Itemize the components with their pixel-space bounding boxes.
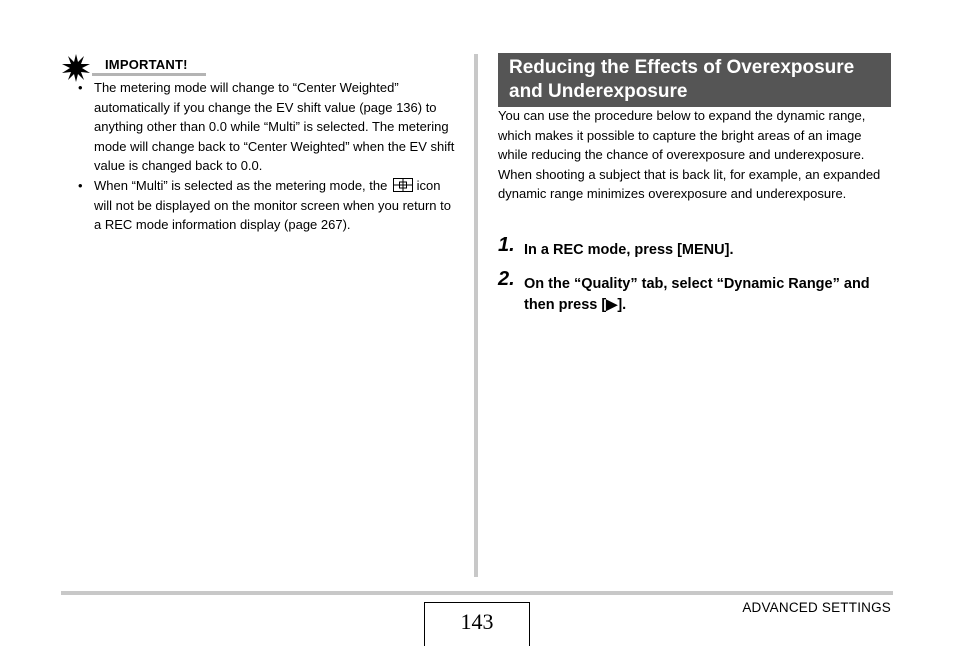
- bullet-text-before: When “Multi” is selected as the metering mode, the: [94, 177, 391, 193]
- bullet-text-after: icon will not be displayed on the monitor screen when you return to a REC mode information display (page 267).: [94, 177, 451, 233]
- step-number: 2.: [498, 268, 515, 290]
- step-number: 1.: [498, 234, 515, 256]
- multi-metering-icon: [393, 178, 413, 192]
- bullet-item: [78, 78, 458, 176]
- important-underline: [92, 73, 206, 76]
- section-title: Reducing the Effects of Overexposure and Underexposure: [498, 53, 891, 107]
- step-text: In a REC mode, press [MENU].: [524, 242, 734, 258]
- column-divider: [474, 54, 478, 577]
- page-number: 143: [424, 602, 530, 646]
- important-bullet-list: [78, 78, 458, 235]
- footer-rule: [61, 591, 893, 595]
- important-label: IMPORTANT!: [105, 57, 188, 72]
- step-text: On the “Quality” tab, select “Dynamic Range” and then press [▶].: [524, 276, 870, 313]
- section-intro: You can use the procedure below to expand the dynamic range, which makes it possible to capture the bright areas of an image while reducing the chance of overexposure and underexposure. When shooting a subject that is back lit, for example, an expanded dynamic range minimizes overexposure and underexposure.: [498, 108, 881, 202]
- bullet-text: The metering mode will change to “Center Weighted” automatically if you change the EV shift value (page 136) to anything other than 0.0 while “Multi” is selected. The metering mode will change back to “Center Weighted” when the EV shift value is changed back to 0.0.: [94, 80, 455, 174]
- bullet-item: [78, 176, 458, 235]
- important-header: [62, 54, 212, 80]
- footer-section-label: ADVANCED SETTINGS: [742, 600, 891, 615]
